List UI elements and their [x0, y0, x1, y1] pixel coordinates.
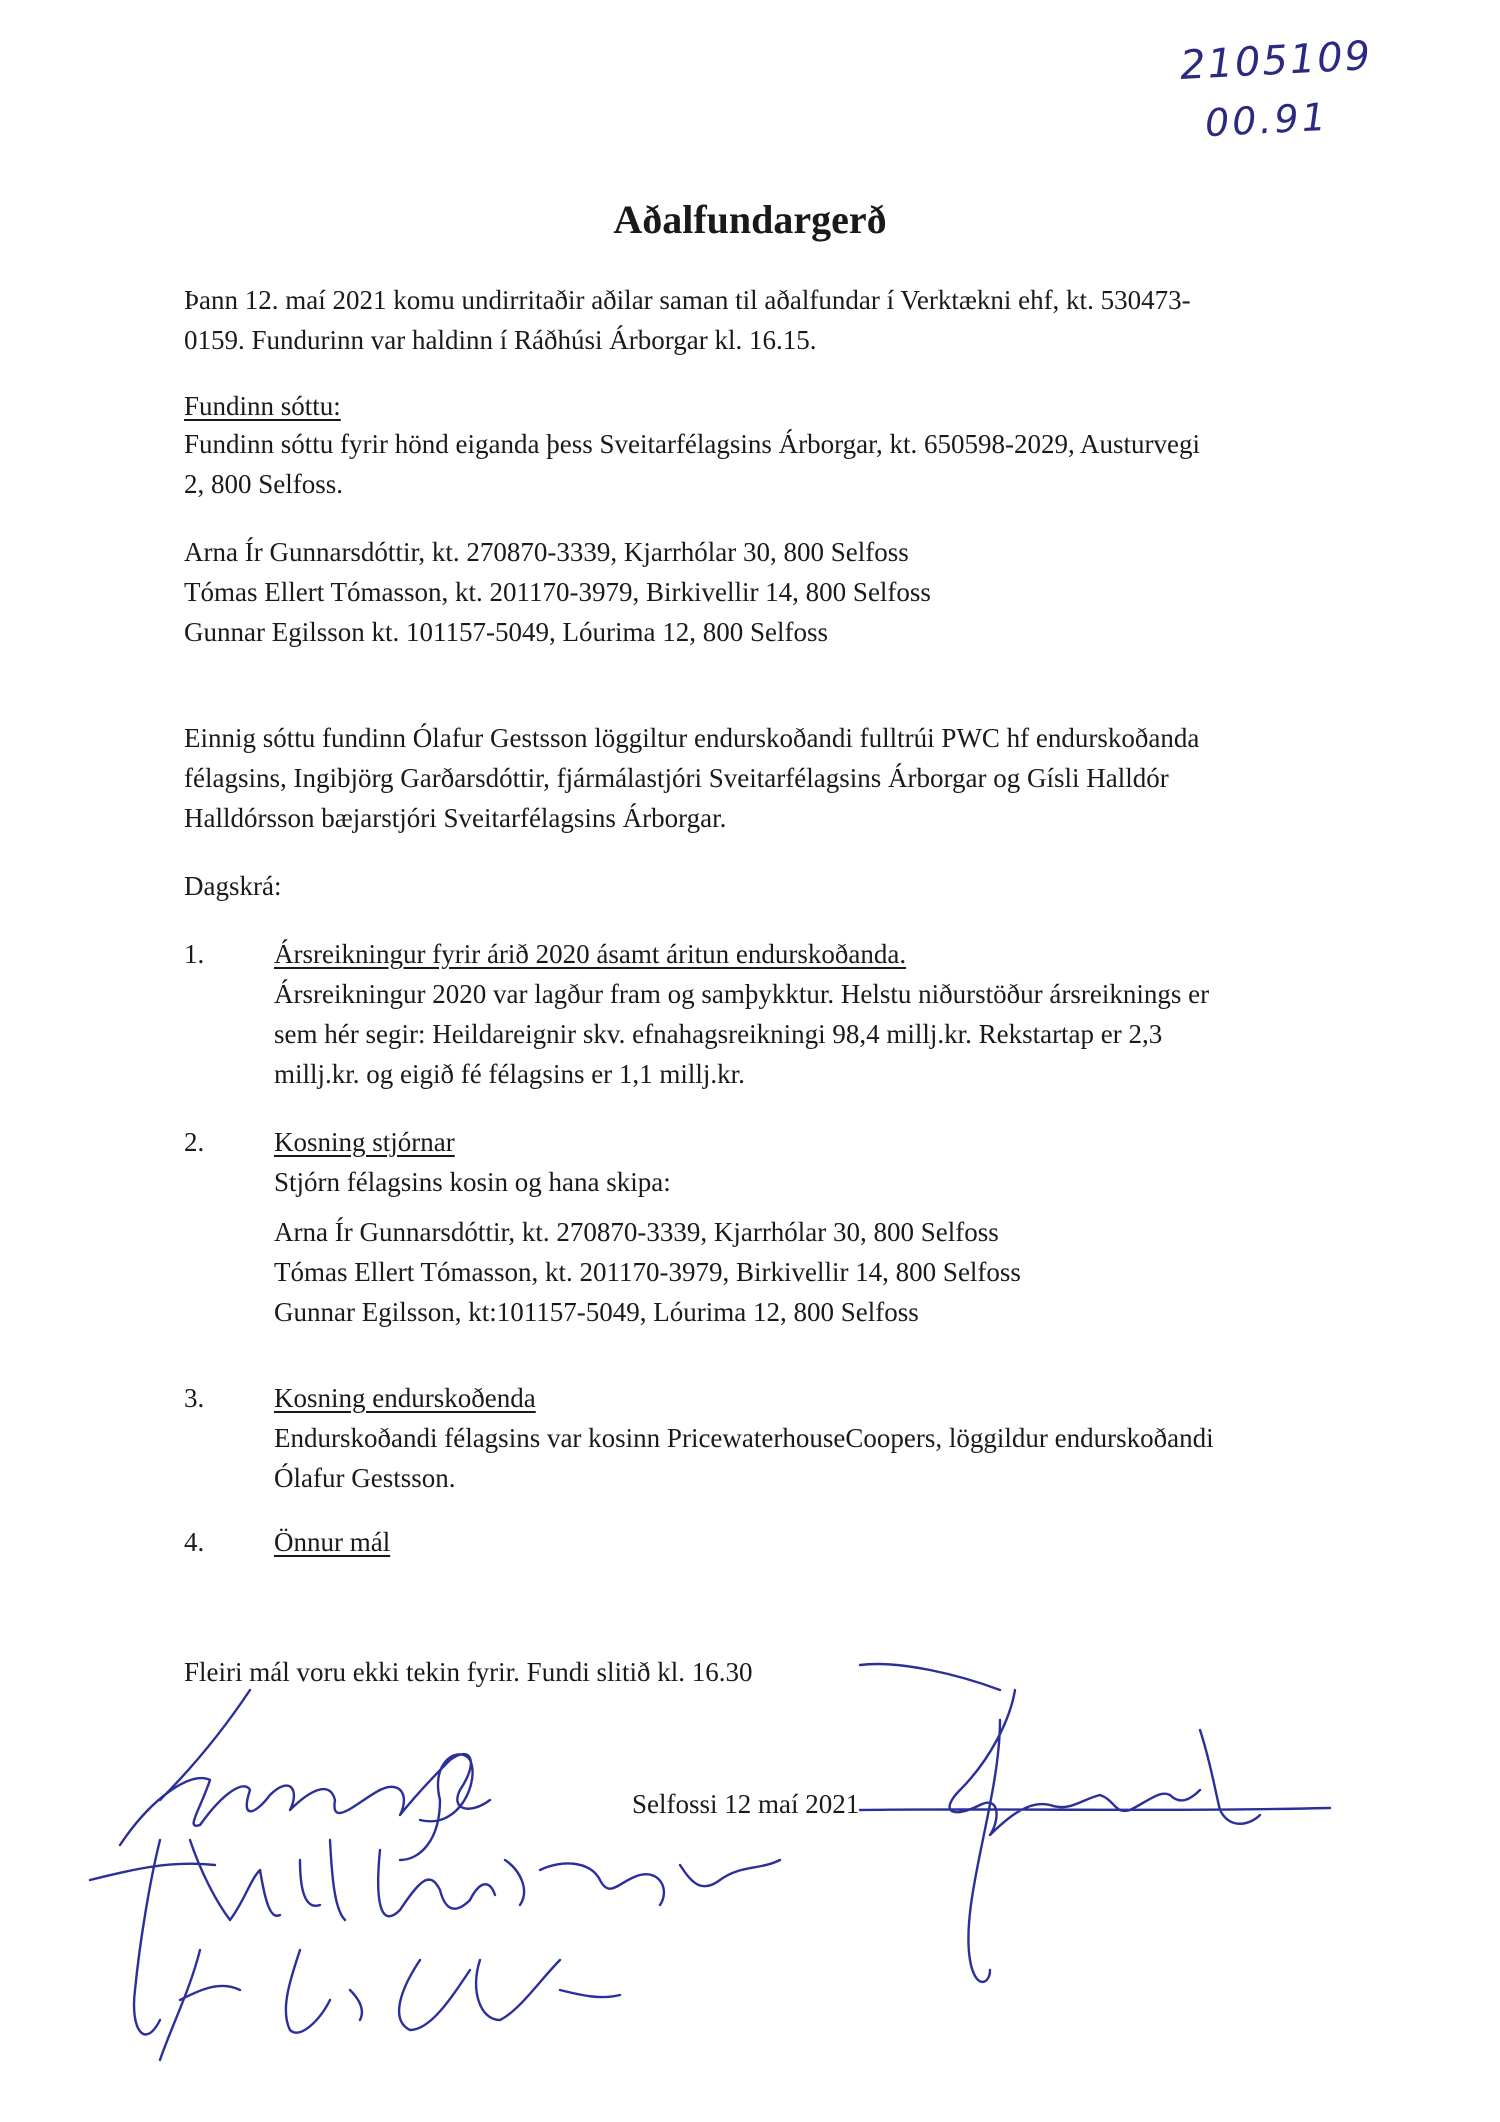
page-title: Aðalfundargerð: [613, 197, 887, 242]
closing-statement: Fleiri mál voru ekki tekin fyrir. Fundi slitið kl. 16.30: [184, 1657, 753, 1687]
also-attended-line-3: Halldórsson bæjarstjóri Sveitarfélagsins Árborgar.: [184, 803, 727, 833]
agenda-item-2-line-1: Stjórn félagsins kosin og hana skipa:: [274, 1167, 671, 1197]
attendance-heading: Fundinn sóttu:: [184, 391, 341, 421]
board-member: Gunnar Egilsson, kt:101157-5049, Lóurima 12, 800 Selfoss: [274, 1297, 919, 1327]
handwritten-note-1: 2105109: [1178, 33, 1374, 89]
board-member: Arna Ír Gunnarsdóttir, kt. 270870-3339, Kjarrhólar 30, 800 Selfoss: [274, 1217, 999, 1247]
attendance-owner-line-2: 2, 800 Selfoss.: [184, 469, 344, 499]
attendee: Tómas Ellert Tómasson, kt. 201170-3979, Birkivellir 14, 800 Selfoss: [184, 577, 931, 607]
agenda-item-3-line-2: Ólafur Gestsson.: [274, 1463, 456, 1493]
agenda-item-1-title: Ársreikningur fyrir árið 2020 ásamt áritun endurskoðanda.: [274, 939, 907, 969]
agenda-item-2-title: Kosning stjórnar: [274, 1127, 455, 1157]
agenda-item-3-line-1: Endurskoðandi félagsins var kosinn PricewaterhouseCoopers, löggildur endurskoðandi: [274, 1423, 1214, 1453]
attendance-owner-line-1: Fundinn sóttu fyrir hönd eiganda þess Sveitarfélagsins Árborgar, kt. 650598-2029, Austurvegi: [184, 429, 1201, 459]
handwritten-note-2: 00.91: [1203, 94, 1330, 146]
attendee: Arna Ír Gunnarsdóttir, kt. 270870-3339, Kjarrhólar 30, 800 Selfoss: [184, 537, 909, 567]
agenda-item-1-line-2: sem hér segir: Heildareignir skv. efnahagsreikningi 98,4 millj.kr. Rekstartap er 2,3: [274, 1019, 1163, 1049]
intro-line-2: 0159. Fundurinn var haldinn í Ráðhúsi Árborgar kl. 16.15.: [184, 325, 817, 355]
agenda-item-2-number: 2.: [184, 1127, 205, 1157]
board-member: Tómas Ellert Tómasson, kt. 201170-3979, Birkivellir 14, 800 Selfoss: [274, 1257, 1021, 1287]
also-attended-line-2: félagsins, Ingibjörg Garðarsdóttir, fjármálastjóri Sveitarfélagsins Árborgar og Gísli Halldór: [184, 763, 1169, 793]
agenda-item-4-title: Önnur mál: [274, 1527, 391, 1557]
also-attended-line-1: Einnig sóttu fundinn Ólafur Gestsson löggiltur endurskoðandi fulltrúi PWC hf endurskoðanda: [184, 723, 1200, 753]
signature-2: [90, 1840, 780, 2034]
signature-1: [120, 1690, 490, 1860]
signature-3: [160, 1950, 620, 2060]
agenda-item-3-number: 3.: [184, 1383, 205, 1413]
agenda-item-1-line-1: Ársreikningur 2020 var lagður fram og samþykktur. Helstu niðurstöður ársreiknings er: [274, 979, 1210, 1009]
place-and-date: Selfossi 12 maí 2021: [632, 1789, 860, 1819]
agenda-item-1-number: 1.: [184, 939, 205, 969]
signature-4: [860, 1664, 1330, 1982]
intro-line-1: Þann 12. maí 2021 komu undirritaðir aðilar saman til aðalfundar í Verktækni ehf, kt. 530473-: [184, 285, 1191, 315]
agenda-item-3-title: Kosning endurskoðenda: [274, 1383, 536, 1413]
agenda-item-4-number: 4.: [184, 1527, 205, 1557]
attendee: Gunnar Egilsson kt. 101157-5049, Lóurima 12, 800 Selfoss: [184, 617, 828, 647]
agenda-heading: Dagskrá:: [184, 871, 282, 901]
agenda-item-1-line-3: millj.kr. og eigið fé félagsins er 1,1 millj.kr.: [274, 1059, 745, 1089]
